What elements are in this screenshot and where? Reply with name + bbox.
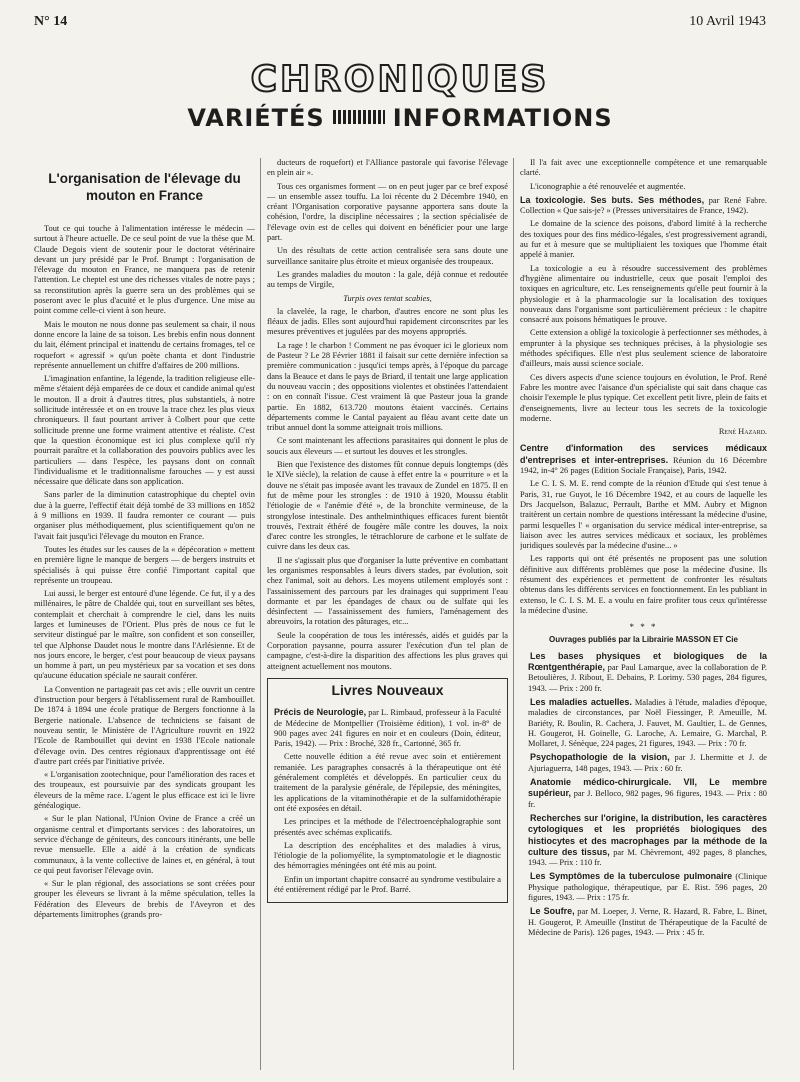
paragraph: Les principes et la méthode de l'électroencéphalographie sont présentés avec schémas explicatifs. <box>274 817 501 837</box>
paragraph: « Sur le plan régional, des associations se sont créées pour grouper les éleveurs se livrant à la même spéculation, telles la Fédération des Eleveurs de brebis de l'Aveyron et des départements limitrophes (grands pro- <box>34 879 255 919</box>
toxicology-details: par René Fabre. Collection « Que sais-je? » (Presses universitaires de France, 1942). <box>520 195 767 216</box>
paragraph: Les grandes maladies du mouton : la gale, déjà connue et redoutée au temps de Virgile, <box>267 269 508 290</box>
book-entry <box>520 906 767 938</box>
paragraph: Bien que l'existence des distomes fût connue depuis longtemps (dès le XIVe siècle), la relation de cause à effet entre la « pourriture » et la douve ne s'était pas imposée avant les travaux de Zundel en 1875. Il en fut de même pour les strongles : de 1910 à 1920, Moussu établit l'étiologie de « l'anémie d'été », de la bronchite vermineuse, de la strongylose intestinale. Des anthelminthiques efficaces furent bientôt trouvés, l'extrait éthéré de fougère mâle contre les douves, la noix d'arec contre les strongles, le tétrachlorure de carbone et le sulfate de cuivre dans les deux cas. <box>267 460 508 552</box>
column-3 <box>520 158 767 1072</box>
paragraph: Il ne s'agissait plus que d'organiser la lutte préventive en combattant les organismes responsables à leurs divers stades, par évolution, soit chez l'animal, soit au dehors. Les moyens utilement employés sont : l'assainissement des parcours par les drainages qui suppriment l'eau dormante et par les épandages de chaux ou de sulfate qui les désinfectent — l'assainissement des fumiers, l'aménagement des abreuvoirs, la rotation des pâturages, etc... <box>267 555 508 627</box>
paragraph: la clavelée, la rage, le charbon, d'autres encore ne sont plus les fléaux de jadis. Elles sont aujourd'hui rapidement circonscrites par les mesures préventives et jugulées par des moyens appropriés. <box>267 306 508 337</box>
book-details: Maladies à l'étude, maladies d'époque, maladies de circonstances, par Noël Fiessinger, P. Ameuille, M. Bariéty, R. Boulin, R. Cachera, J. Fauvet, M. Gaultier, L. de Gennes, H. Gougerot, H. Goinelle, G. Laroche, A. Lemaire, G. Marchal, P. Mollaret, J. Sénèque, 224 pages, 21 figures, 1943. — Prix : 70 fr. <box>528 697 767 749</box>
banner-right-word: INFORMATIONS <box>392 104 613 132</box>
book-entry <box>520 871 767 903</box>
issue-date: 10 Avril 1943 <box>689 14 766 29</box>
paragraph: La rage ! le charbon ! Comment ne pas évoquer ici le glorieux nom de Pasteur ? Le 28 Février 1881 il faisait sur cette dernière infection sa première communication : jusqu'ici temps après, à l'époque du parcage dans la Beauce et dans le pays de Briard, il tentait une large application du nouveau vaccin ; des oppositions violentes et obstinées l'attendaient : on en connaît l'issue. C'est vraiment là que Pasteur joua la grande partie. En 1882, 613.720 moutons étaient vaccinés. Certains départements comme le Cantal payaient au fléau avant cette date un tribut annuel dont la somme atteignait trois millions. <box>267 340 508 433</box>
book-entry <box>520 777 767 810</box>
banner-subtitle <box>0 104 800 132</box>
cisme-title: Centre d'information des services médicaux d'entreprises et inter-entreprises. <box>520 443 767 465</box>
paragraph: Cette nouvelle édition a été revue avec soin et entièrement remaniée. Les paragraphes consacrés à la thérapeutique ont été généralement complétés et développés. En particulier ceux du traitement de la paralysie générale, de l'épilepsie, des méningites, les applications de la vitaminothérapie et de la sulfamidothérapie ont été exposées en détail. <box>274 752 501 813</box>
paragraph: « Sur le plan National, l'Union Ovine de France a créé un organisme central et d'importants services : des laboratoires, un service d'échange de géniteurs, des concours itinérants, une belle revue mensuelle. Elle a aidé à la création de syndicats communaux, à la vente collective de laines et, en général, à tout ce qui peut favoriser l'élevage ovin. <box>34 814 255 875</box>
paragraph: L'imagination enfantine, la légende, la tradition religieuse elle-même s'étaient déjà emparées de ce doux et candide animal qu'est le mouton. Il a droit à d'autres titres, plus substantiels, à notre sollicitude intéressée et on en trouve la trace chez les plus vieux chroniqueurs. Il faut pourtant arriver à Colbert pour que cette sollicitude prenne une forme vraiment attentive et réaliste. C'est que la question économique est ici plus complexe qu'il n'y pourrait paraître et la collaboration des pouvoirs publics avec les particuliers — dans l'espèce, les paysans dont on connaît l'individualisme et le traditionnalisme farouches — y est aussi nécessaire que délicate dans son application. <box>34 374 255 487</box>
paragraph: Toutes les études sur les causes de la « dépécoration » mettent en première ligne le manque de bergers — de bergers instruits et spécialisés à qui puisse être confié l'important capital que représente un troupeau. <box>34 544 255 585</box>
new-books-title: Livres Nouveaux <box>331 681 444 698</box>
book-title: Les Symptômes de la tuberculose pulmonaire <box>530 871 733 882</box>
toxicology-review <box>520 195 767 217</box>
review-details: par L. Rimbaud, professeur à la Faculté de Médecine de Montpellier (Troisième édition), 1 vol. in-8° de 900 pages avec 241 figures en noir et en couleurs (Doin, éditeur, Paris, 1942). — Prix : Broché, 328 fr., Cartonné, 365 fr. <box>274 708 502 749</box>
article-body <box>34 224 255 920</box>
cisme-body <box>520 479 767 616</box>
book-details: par J. Belloco, 982 pages, 96 figures, 1943. — Prix : 80 fr. <box>528 789 767 809</box>
review-title: Précis de Neurologie, <box>274 707 367 718</box>
review-conclusion <box>520 158 767 192</box>
book-entry <box>520 697 767 749</box>
review-signature: René Hazard. <box>718 427 767 437</box>
paragraph: Les rapports qui ont été présentés ne proposent pas une solution définitive aux différents problèmes que pose la médecine d'usine. Ils résument des expériences et permettent de confronter les résultats obtenus dans les différents services en fonctionnement. En les publiant in extenso, le C. I. S. M. E. a voulu en faire profiter tous ceux qu'intéresse la médecine d'usine. <box>520 554 767 615</box>
paragraph: Ce sont maintenant les affections parasitaires qui donnent le plus de soucis aux éleveurs — et surtout les douves et les strongles. <box>267 436 508 456</box>
paragraph: Cette extension a obligé la toxicologie à perfectionner ses méthodes, à emprunter à la physique ses techniques précises, à la physiologie ses méthodes spécifiques. Elle n'est plus seulement science de laboratoire d'ailleurs, mais aussi science sociale. <box>520 328 767 369</box>
paragraph: Enfin un important chapitre consacré au syndrome vestibulaire a été entièrement rédigé par le Prof. Barré. <box>274 874 501 894</box>
new-books-box <box>267 678 508 903</box>
page-header <box>34 14 766 34</box>
paragraph: La description des encéphalites et des maladies à virus, l'étiologie de la poliomyélite, la symptomatologie et le diagnostic des hémorragies méningées ont été mis au point. <box>274 840 501 871</box>
column-1 <box>34 150 255 1072</box>
latin-quote: Turpis oves tentat scabies, <box>343 293 432 303</box>
book-title: Anatomie médico-chirurgicale. VII, Le membre supérieur, <box>528 777 767 799</box>
paragraph: Le domaine de la science des poisons, d'abord limité à la recherche des toxiques pour des fins médico-légales, s'est progressivement agrandi, au fur et à mesure que se multipliaient les toxiques que l'homme était appelé à manier. <box>520 219 767 260</box>
issue-number: N° 14 <box>34 14 68 29</box>
paragraph: Un des résultats de cette action centralisée sera sans doute une surveillance sanitaire plus étroite et mieux organisée des troupeaux. <box>267 246 508 266</box>
paragraph: Ces divers aspects d'une science toujours en évolution, le Prof. René Fabre les montre avec l'aisance d'un spécialiste qui sait dans chaque cas choisir l'exemple le plus typique. Cet excellent petit livre, plein de faits et d'enseignements, livre au lecteur tous les secrets de la toxicologie moderne. <box>520 372 767 423</box>
paragraph: Seule la coopération de tous les intéressés, aidés et guidés par la Corporation paysanne, pourra assurer l'exécution d'un tel plan de campagne, c'est-à-dire la disparition des affections les plus graves qui atteignent actuellement nos moutons. <box>267 630 508 671</box>
book-details: par M. Chèvremont, 492 pages, 8 planches, 1943. — Prix : 110 fr. <box>528 847 767 868</box>
book-review <box>274 707 501 749</box>
banner-title: CHRONIQUES <box>250 59 550 100</box>
paragraph: Il l'a fait avec une exceptionnelle compétence et une remarquable clarté. <box>520 158 767 178</box>
column-2 <box>267 158 508 1072</box>
book-entry <box>520 813 767 868</box>
book-details: (Clinique Physique pathologique, thérapeutique, par E. Rist. 596 pages, 20 figures, 1943. — Prix : 175 fr. <box>528 872 767 902</box>
paragraph: La Convention ne partageait pas cet avis ; elle ouvrit un centre d'instruction pour bergers à l'établissement rural de Rambouillet. De 1874 à 1894 une école pratique de Bergers fonctionne à la Bergerie nationale. L'absence de techniciens se faisant de nouveau sentir, le Ministère de l'Agriculture rouvrit en 1922 l'Ecole de Rambouillet qui devint en 1938 l'Ecole nationale d'élevage ovin. Des centres régionaux d'apprentissage ont été d'autre part créés par l'initiative privée. <box>34 684 255 766</box>
paragraph: Le C. I. S. M. E. rend compte de la réunion d'Etude qui s'est tenue à Paris, 31, rue Guyot, le 16 Décembre 1942, et au cours de laquelle les Drs Jacquelson, Balazuc, Perrault, Barthe et MM. Aubry et Mignon traitèrent un certain nombre de questions intéressant la médecine d'usine, parmi lesquelles l' « organisation du service médical inter-entreprise, sa liaison avec les autres services médicaux et sociaux, les problèmes juridiques soulevés par la médecine d'usine... » <box>520 479 767 551</box>
toxicology-body <box>520 219 767 424</box>
article-title: L'organisation de l'élevage du mouton en France <box>48 171 241 203</box>
book-details: par Paul Lamarque, avec la collaboration de P. Betoulières, J. Ribout, E. Debains, P. Lorimy. 530 pages, 284 figures, 1943. — Prix : 200 fr. <box>528 663 767 693</box>
book-title: Le Soufre, <box>530 906 575 917</box>
book-title: Les maladies actuelles. <box>530 696 632 707</box>
ornament-icon <box>333 110 385 124</box>
book-details: par M. Loeper, J. Verne, R. Hazard, R. Fabre, L. Binet, H. Gougerot, P. Ameuille (Institut de Thérapeutique de la Faculté de Médecine de Paris). 126 pages, 1943. — Prix : 45 fr. <box>528 907 767 937</box>
book-title: Les bases physiques et biologiques de la Rœntgenthérapie, <box>528 650 767 673</box>
paragraph: La toxicologie a eu à résoudre successivement des problèmes d'hygiène alimentaire ou industrielle, ceux que posait l'emploi des toxiques en agriculture, etc. Les renseignements qu'elle peut fournir à la physiologie et à la pharmacologie sur la localisation des toxiques nouveaux dans l'organisme sont particulièrement précieux : le chapitre consacré aux poisons hématiques le prouve. <box>520 263 767 325</box>
paragraph: Tout ce qui touche à l'alimentation intéresse le médecin — surtout à l'heure actuelle. De ce seul point de vue la thèse que M. Claude Degois vient de soutenir pour le doctorat vétérinaire devant un jury présidé par le Prof. Brumpt : l'organisation de l'élevage du mouton en France, ne manquera pas de retenir l'attention. Le cheptel est une des richesses vitales de notre pays ; sa reconstitution après la guerre sera un des problèmes qui se poseront avec le plus d'acuité et le plus d'urgence. Une mise au point comme celle-ci vient à son heure. <box>34 224 255 316</box>
review-body <box>274 752 501 895</box>
book-list <box>520 651 767 938</box>
paragraph: Lui aussi, le berger est entouré d'une légende. Ce fut, il y a des millénaires, le pâtre de Chaldée qui, tout en surveillant ses bêtes, contemplait et cherchait à comprendre le ciel, dans les nuits larges et lumineuses de l'Orient. Plus près de nous ce fut le serviteur distingué par le maître, son confident et son conseiller, tel que Alphonse Daudet nous le montre dans l'Arlésienne. Et de nos jours encore, le berger, c'est pour beaucoup de vieux paysans un homme à part, un peu mystérieux par sa vocation et ses dons qu'aucune éducation spéciale ne saurait conférer. <box>34 589 255 681</box>
book-entry <box>520 651 767 694</box>
column-divider <box>513 158 514 1070</box>
article-continuation <box>267 158 508 291</box>
book-entry <box>520 752 767 774</box>
cisme-review <box>520 443 767 476</box>
separator-stars: * * * <box>629 622 658 633</box>
paragraph: Tous ces organismes forment — on en peut juger par ce bref exposé — un ensemble assez touffu. La loi récente du 2 Décembre 1940, en créant l'Organisation corporative paysanne apportera sans doute la cohésion, l'ordre, la discipline nécessaires ; la section spécialisée de l'élevage ovin est de celles qui doivent en bénéficier pour une large part. <box>267 181 508 243</box>
paragraph: « L'organisation zootechnique, pour l'amélioration des races et des troupeaux, est poursuivie par des syndicats groupant les éleveurs de la même race. L'agent le plus efficace est ici le livre généalogique. <box>34 770 255 811</box>
paragraph: Mais le mouton ne nous donne pas seulement sa chair, il nous donne encore la laine de sa toison. Les brebis enfin nous donnent du lait, élément principal et inattendu de certains fromages, tel ce roquefort « agressif » qu'un poète chanta et dont l'industrie représente annuellement un chiffre d'affaires de 200 millions. <box>34 319 255 370</box>
section-banner <box>0 60 800 132</box>
publisher-heading: Ouvrages publiés par la Librairie MASSON ET Cie <box>549 635 738 645</box>
banner-left-word: VARIÉTÉS <box>187 104 325 132</box>
paragraph: ducteurs de roquefort) et l'Alliance pastorale qui favorise l'élevage en plein air ». <box>267 158 508 178</box>
book-title: Recherches sur l'origine, la distribution, les caractères cytologiques et les propriétés biologiques des histiocytes et des macrophages par la méthode de la culture des tissus, <box>528 812 767 857</box>
book-title: Psychopathologie de la vision, <box>530 752 670 763</box>
paragraph: Sans parler de la diminution catastrophique du cheptel ovin due à la guerre, l'effectif était déjà tombé de 33 millions en 1852 à 9 millions en 1939. Il faudra remonter ce courant — puis organiser plus méthodiquement, plus scientifiquement qu'on ne l'avait fait jusqu'ici l'élevage du mouton en France. <box>34 490 255 541</box>
book-details: par J. Lhermitte et J. de Ajuriaguerra, 148 pages, 1943. — Prix : 60 fr. <box>528 753 767 773</box>
column-divider <box>260 158 261 1070</box>
cisme-details: Réunion du 16 Décembre 1942, in-4° 26 pages (Edition Sociale Française), Paris, 1942. <box>520 455 767 476</box>
paragraph: L'iconographie a été renouvelée et augmentée. <box>530 181 686 191</box>
article-continuation-2 <box>267 307 508 672</box>
toxicology-title: La toxicologie. Ses buts. Ses méthodes, <box>520 194 705 205</box>
